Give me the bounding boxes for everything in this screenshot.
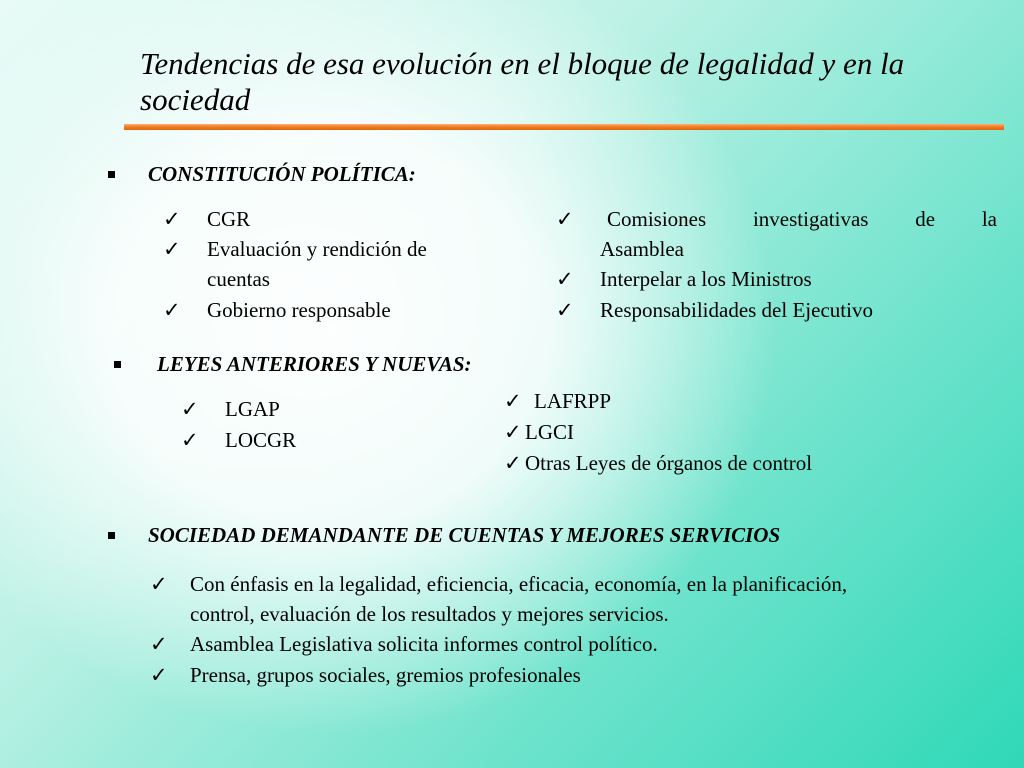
list-item: Prensa, grupos sociales, gremios profesionales (190, 663, 581, 687)
checkmark-icon: ✓ (163, 298, 181, 322)
square-bullet-icon (108, 532, 115, 539)
list-item: Gobierno responsable (207, 298, 391, 322)
checkmark-icon: ✓ (181, 428, 199, 452)
list-item: LAFRPP (534, 389, 612, 413)
checkmark-icon: ✓ (150, 572, 168, 596)
list-item: LOCGR (225, 428, 297, 452)
list-item: CGR (207, 207, 251, 231)
section-heading-constitucion: CONSTITUCIÓN POLÍTICA: (148, 162, 416, 186)
checkmark-icon: ✓ (163, 207, 181, 231)
list-item: Evaluación y rendición de (207, 237, 427, 261)
square-bullet-icon (108, 171, 115, 178)
list-item: Responsabilidades del Ejecutivo (600, 298, 873, 322)
list-item: Comisiones investigativas de la (607, 207, 997, 231)
list-item-continued: Asamblea (600, 237, 684, 261)
checkmark-icon: ✓ (504, 451, 522, 475)
title-underline (124, 124, 1004, 130)
checkmark-icon: ✓ (556, 267, 574, 291)
checkmark-icon: ✓ (181, 397, 199, 421)
list-item: Otras Leyes de órganos de control (525, 451, 813, 475)
checkmark-icon: ✓ (504, 389, 522, 413)
list-item: LGCI (525, 420, 574, 444)
section-heading-sociedad: SOCIEDAD DEMANDANTE DE CUENTAS Y MEJORES SERVICIOS (148, 523, 781, 547)
list-item: LGAP (225, 397, 280, 421)
checkmark-icon: ✓ (150, 663, 168, 687)
list-item: Asamblea Legislativa solicita informes control político. (190, 632, 658, 656)
checkmark-icon: ✓ (504, 420, 522, 444)
section-heading-leyes: LEYES ANTERIORES Y NUEVAS: (157, 352, 472, 376)
slide-title: Tendencias de esa evolución en el bloque de legalidad y en la sociedad (140, 46, 905, 117)
list-item-continued: cuentas (207, 267, 270, 291)
checkmark-icon: ✓ (163, 237, 181, 261)
list-item: Con énfasis en la legalidad, eficiencia, eficacia, economía, en la planificación, (190, 572, 848, 596)
checkmark-icon: ✓ (556, 298, 574, 322)
checkmark-icon: ✓ (150, 632, 168, 656)
list-item: Interpelar a los Ministros (600, 267, 812, 291)
checkmark-icon: ✓ (556, 207, 574, 231)
square-bullet-icon (114, 361, 121, 368)
list-item-continued: control, evaluación de los resultados y mejores servicios. (190, 602, 669, 626)
